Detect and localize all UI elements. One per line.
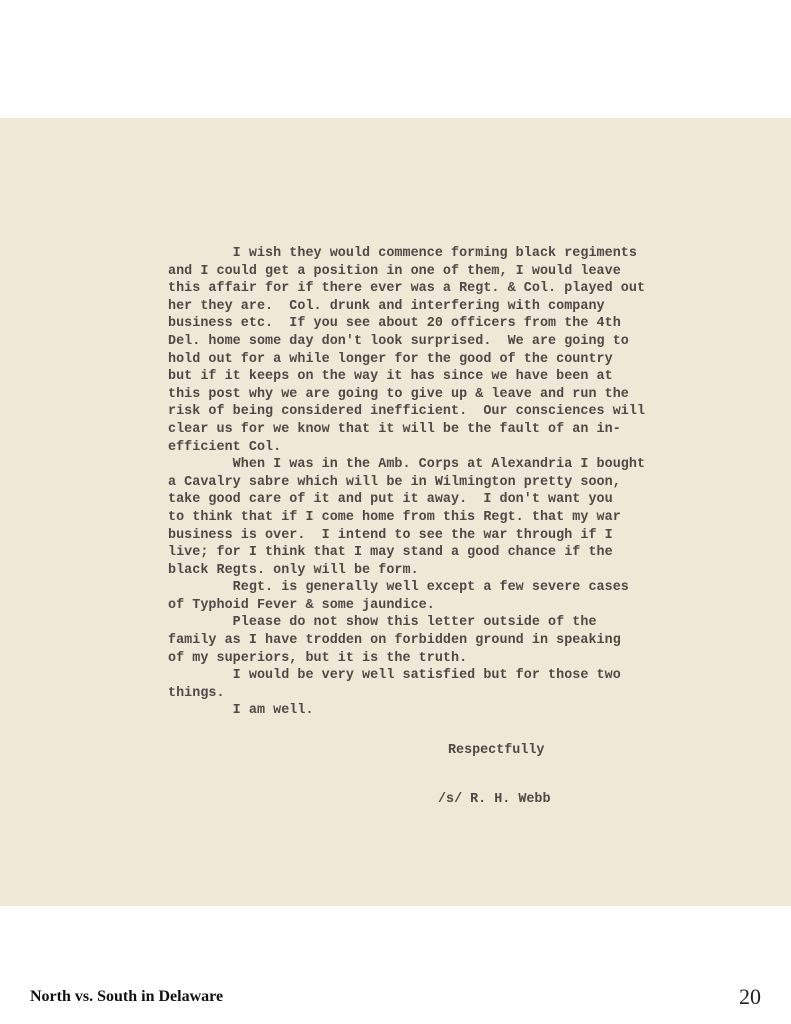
page-number: 20	[739, 984, 761, 1009]
letter-line: things.	[168, 685, 225, 701]
letter-line: this post why we are going to give up & leave and run the	[168, 386, 629, 402]
letter-body	[168, 245, 688, 720]
letter-line: I wish they would commence forming black regiments	[168, 246, 637, 261]
letter-line: Regt. is generally well except a few severe cases	[168, 580, 629, 596]
footer-title: North vs. South in Delaware	[30, 988, 224, 1005]
letter-line: When I was in the Amb. Corps at Alexandria I bought	[168, 457, 646, 473]
letter-line: hold out for a while longer for the good of the country	[168, 351, 613, 367]
letter-line: to think that if I come home from this Regt. that my war	[168, 509, 621, 525]
letter-line: business is over. I intend to see the war through if I	[168, 527, 613, 543]
letter-line: Del. home some day don't look surprised. We are going to	[168, 333, 629, 349]
letter-closing: Respectfully	[448, 743, 545, 758]
letter-line: but if it keeps on the way it has since we have been at	[168, 369, 613, 385]
letter-line: business etc. If you see about 20 officers from the 4th	[168, 316, 621, 332]
letter-line: take good care of it and put it away. I don't want you	[168, 492, 613, 508]
letter-line: her they are. Col. drunk and interfering with company	[168, 298, 605, 314]
letter-line: clear us for we know that it will be the fault of an in-	[168, 421, 621, 437]
letter-line: efficient Col.	[168, 439, 282, 455]
letter-line: I am well.	[168, 703, 314, 719]
letter-line: risk of being considered inefficient. Our consciences will	[168, 404, 646, 420]
letter-signature: /s/ R. H. Webb	[438, 792, 551, 807]
letter-line: black Regts. only will be form.	[168, 562, 419, 578]
letter-line: and I could get a position in one of them, I would leave	[168, 263, 621, 279]
letter-line: a Cavalry sabre which will be in Wilmington pretty soon,	[168, 474, 621, 490]
letter-line: live; for I think that I may stand a good chance if the	[168, 545, 613, 561]
letter-line: of my superiors, but it is the truth.	[168, 650, 468, 666]
letter-line: I would be very well satisfied but for those two	[168, 668, 621, 684]
letter-line: family as I have trodden on forbidden ground in speaking	[168, 633, 621, 649]
letter-line: of Typhoid Fever & some jaundice.	[168, 597, 435, 613]
letter-line: Please do not show this letter outside of the	[168, 615, 597, 631]
letter-line: this affair for if there ever was a Regt. & Col. played out	[168, 281, 646, 297]
